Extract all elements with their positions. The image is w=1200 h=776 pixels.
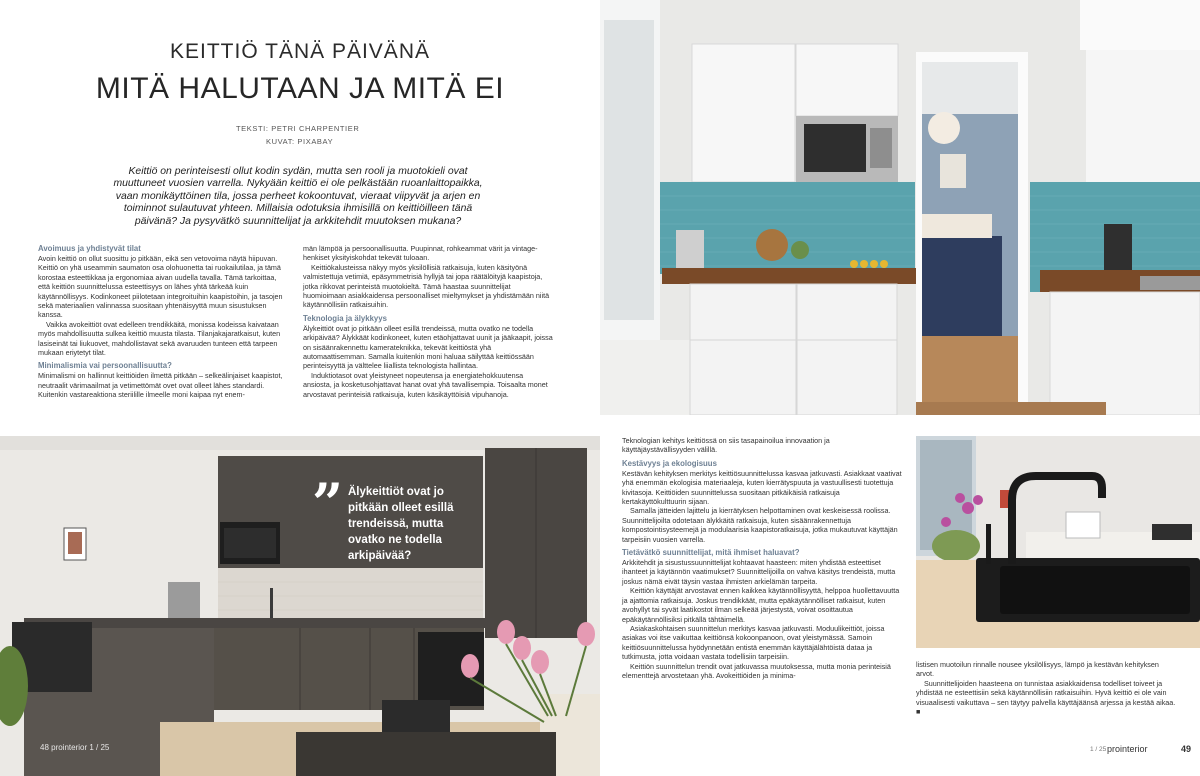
paragraph: Induktiotasot ovat yleistyneet nopeutensa ja energiatehokkuutensa ansiosta, ja kosketusohjattavat hanat ovat yhä tavallisempia. Toisaalta monet arvostavat perinteisiä ratkaisuja, kuten käsikäyttöisiä vipuhanoja.: [303, 370, 548, 399]
subhead-minimalismia: Minimalismia vai persoonallisuutta?: [38, 361, 172, 371]
column-d: [916, 660, 1178, 716]
folio-issue: 1 / 25: [1090, 746, 1107, 753]
photo-white-kitchen: [600, 0, 1200, 415]
column-b: [303, 244, 553, 399]
paragraph: Minimalismi on hallinnut keittiöiden ilmettä pitkään – selkeälinjaiset kaapistot, neutraalit värimaailmat ja vetimettömät ovet ovat olleet lähes standardi. Kuitenkin vastareaktiona steriilille ilmeelle moni kaipaa nyt enem-: [38, 371, 283, 400]
paragraph: Avoin keittiö on ollut suosittu jo pitkään, eikä sen vetovoima näytä hiipuvan. Keittiö on yhä useammin saumaton osa olohuonetta tai ruokailutilaa, ja tämä korostaa esteettikkaa ja ergonomiaa aivan uudella tavalla. Tämä tarkoittaa, että keittiön suunnittelussa esteettisyys on lähes yhtä tärkeää kuin käytännöllisyys. Kodinkoneet piilotetaan integroituihin kaapistoihin, ja tasojen sekä materiaalien valinnassa suositaan yhtenäisyyttä muun sisustuksen kanssa.: [38, 254, 283, 320]
paragraph: Arkkitehdit ja sisustussuunnittelijat kohtaavat haasteen: miten yhdistää esteettiset ihanteet ja käytännön vaatimukset? Suunnittelijoilla on vahva käsitys trendeistä, mutta joskus nämä eivät täysin vastaa ihmisten arkielämän tarpeita.: [622, 558, 896, 586]
kicker: KEITTIÖ TÄNÄ PÄIVÄNÄ: [169, 40, 430, 63]
ingress: Keittiö on perinteisesti ollut kodin sydän, mutta sen rooli ja muotokieli ovat muuttuneet vuosien varrella. Nykyään keittiö ei ole pelkästään ruoanlaittopaikka, vaan monikäyttöinen tila, jossa perheet kokoontuvat, vieraat viipyvät ja arjen en toiminnot sulautuvat yhteen. Millaisia odotuksia ihmisillä on keittiöilleen tänä päivänä? Ja pysyvätkö suunnittelijat ja arkkitehdit muutoksen mukana?: [113, 166, 483, 227]
folio-page-number: 49: [1181, 744, 1192, 754]
subhead-tietavatko: Tietävätkö suunnittelijat, mitä ihmiset haluavat?: [622, 548, 800, 558]
subhead-teknologia: Teknologia ja älykkyys: [303, 313, 387, 323]
subhead-kestavyys: Kestävyys ja ekologisuus: [622, 458, 717, 468]
photo-dark-kitchen: [0, 436, 600, 776]
folio-brand: prointerior: [1107, 744, 1148, 754]
paragraph: män lämpöä ja persoonallisuutta. Puupinnat, rohkeammat värit ja vintage-henkiset yksityiskohdat tekevät tuloaan.: [303, 244, 538, 263]
paragraph: Keittiökalusteissa näkyy myös yksilöllisiä ratkaisuja, kuten käsityönä valmistettuja vetimiä, epäsymmetrisiä hyllyjä tai jopa räätälöityjä kaapistoja, jotka rikkovat perinteistä muotokieltä. Tämä haastaa suunnittelijat huomioimaan asiakkaidensa persoonalliset mieltymykset ja yhdistämään niitä käytännöllisiin ratkaisuihin.: [303, 262, 550, 310]
credits: [236, 122, 359, 148]
paragraph: listisen muotoilun rinnalle nousee yksilöllisyys, lämpö ja kestävän kehityksen arvot.: [916, 660, 1159, 679]
credit-text: TEKSTI: PETRI CHARPENTIER: [236, 124, 360, 133]
paragraph: Keittiön käyttäjät arvostavat ennen kaikkea käytännöllisyyttä, helppoa huollettavuutta ja ajattomia ratkaisuja. Joskus trendikkäät, mutta epäkäytännölliset ratkaisut, kuten avohyllyt tai syvät laatikostot ilman selkeää järjestystä, voivat osoittautua epäkäytännöllisiksi pitkällä tähtäimellä.: [622, 586, 900, 624]
paragraph: Keittiön suunnittelun trendit ovat jatkuvassa muutoksessa, mutta monia perinteisiä elementtejä arvostetaan yhä. Avokeittiöiden ja minima-: [622, 661, 891, 680]
white-kitchen-illustration: [600, 0, 1200, 415]
paragraph: Kestävän kehityksen merkitys keittiösuunnittelussa kasvaa jatkuvasti. Asiakkaat vaativat yhä enemmän ekologisia materiaaleja, kuten kierrätyspuuta ja vastuullisesti tuotettuja kivitasoja. Keittiöiden suunnittelussa suositaan pitkäikäisiä ratkaisuja kertakäyttökulttuurin sijaan.: [622, 468, 902, 507]
subhead-avoimuus: Avoimuus ja yhdistyvät tilat: [38, 244, 141, 253]
paragraph: Suunnittelijoiden haasteena on tunnistaa asiakkaidensa todelliset toiveet ja yhdistää ne esteettisiin sekä käytännöllisiin ratkaisuihin. Hyvä keittiö ei ole vain visuaalisesti vaikuttava – sen täytyy palvella käyttäjäänsä arjessa ja kestää aikaa. ■: [916, 678, 1176, 717]
dark-kitchen-illustration: [0, 436, 600, 776]
column-c: [622, 436, 902, 680]
paragraph: Vaikka avokeittiöt ovat edelleen trendikkäitä, monissa kodeissa kaivataan myös mahdollisuutta sulkea keittiö muusta tilasta. Tilanjakajaratkaisut, kuten lasiseinät tai liukuovet, mahdollistavat sekä avaruuden tunteen että tarpeen mukaan eriytetyt tilat.: [38, 319, 281, 358]
photo-black-sink: [916, 436, 1200, 648]
paragraph: Teknologian kehitys keittiössä on siis tasapainoilua innovaation ja käyttäjäystävällisyyden välillä.: [622, 436, 830, 455]
paragraph: Asiakaskohtaisen suunnittelun merkitys kasvaa jatkuvasti. Moduulikeittiöt, joissa asiakas voi itse vaikuttaa keittiönsä kokoonpanoon, ovat yleistymässä. Samoin keittiösuunnittelussa hyödynnetään entistä enemmän käyttäjälähtöistä dataa ja tutkimusta, jotta voidaan vastata todellisiin tarpeisiin.: [622, 623, 885, 662]
folio-left: 48 prointerior 1 / 25: [40, 743, 110, 752]
paragraph: Älykeittiöt ovat jo pitkään olleet esillä trendeissä, mutta ovatko ne todella arkipäivää? Älykkäät kodinkoneet, kuten etäohjattavat uunit ja jääkaapit, joissa on sisäänrakennettu kamerateknikka, tekevät keittiöstä yhä automaattisemman. Samalla kuitenkin moni haluaa säilyttää keittiössään perinteisyyttä ja välttelee liiallista teknologista hallintaa.: [303, 323, 553, 371]
column-a: [38, 244, 288, 400]
headline: MITÄ HALUTAAN JA MITÄ EI: [95, 72, 505, 105]
black-sink-illustration: [916, 436, 1200, 648]
paragraph: Samalla jätteiden lajittelu ja kierrätyksen helpottaminen ovat keskeisessä roolissa. Suunnittelijoilta odotetaan älykkäitä ratkaisuja, kuten sisäänrakennettuja kompostointisysteemejä ja modulaarisia kaapistoratkaisuja, jotka mukautuvat käyttäjän tarpeisiin vuosien varrella.: [622, 506, 898, 544]
quote-mark-icon: ”: [312, 471, 344, 535]
credit-photos: KUVAT: PIXABAY: [266, 137, 334, 146]
pull-quote-text: Älykeittiöt ovat jo pitkään olleet esillä trendeissä, mutta ovatko ne todella arkipäivää?: [348, 486, 454, 562]
